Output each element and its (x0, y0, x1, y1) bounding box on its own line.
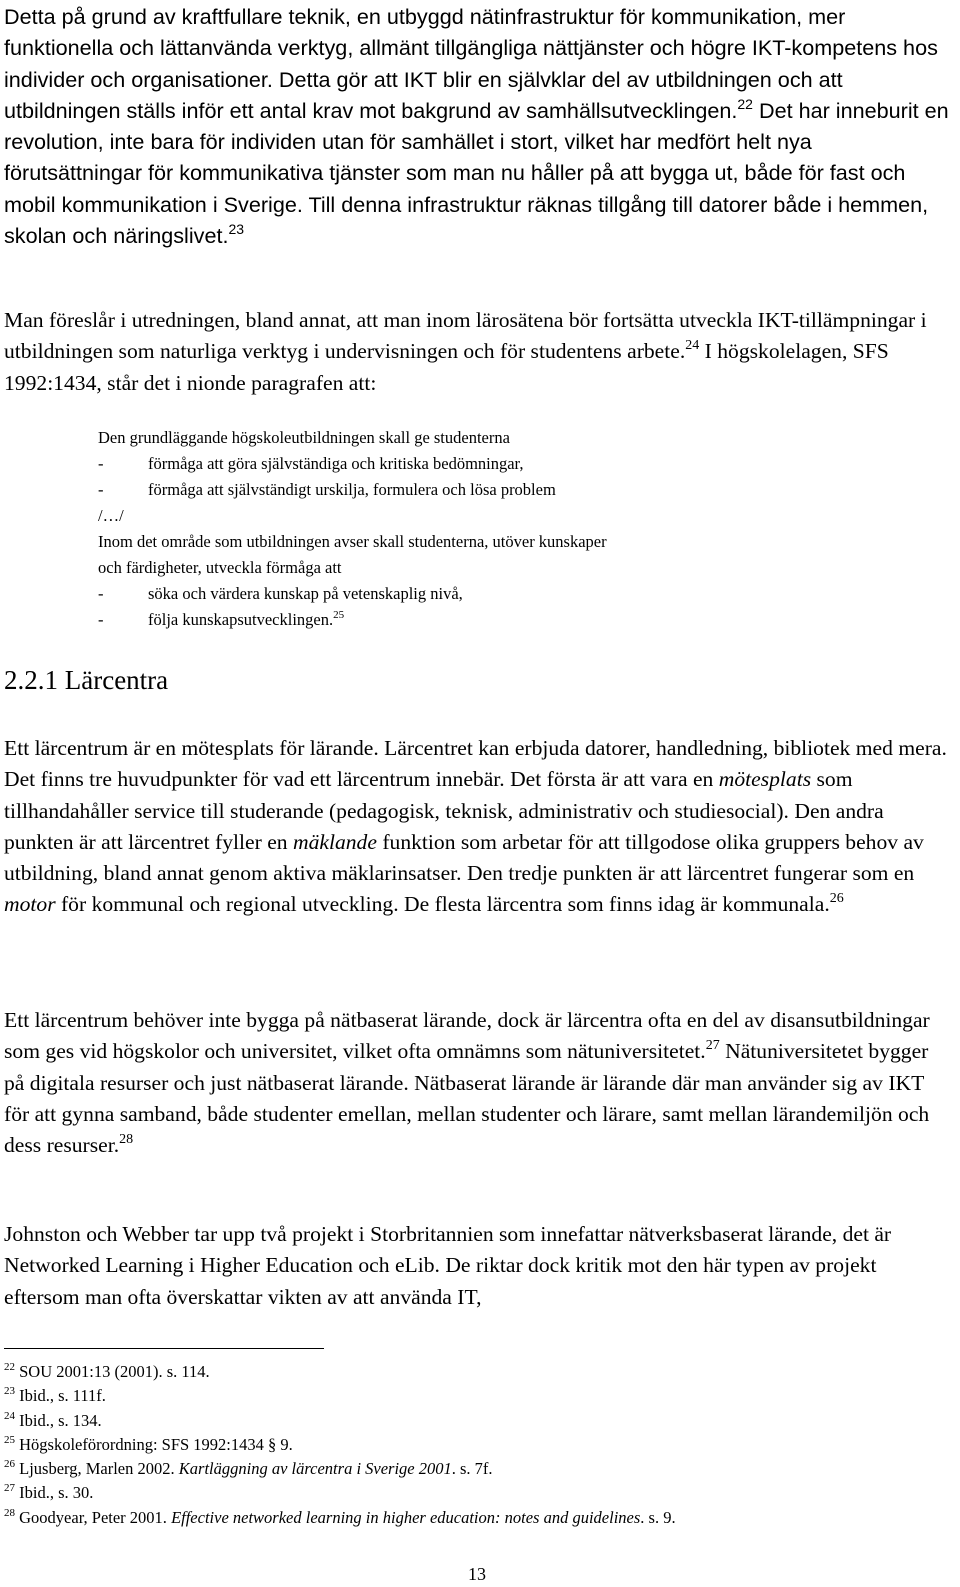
emphasis-text: motor (4, 892, 56, 917)
paragraph-text: Det har inneburit en revolution, inte bara för individen utan för samhället i stort, vilket har medfört helt nya förutsättningar för kommunikativa tjänster som man nu håller på att bygga ut, både för fast och mobil kommunikation i Sverige. Till denna infrastruktur räknas tillgång till datorer både i hemmen, skolan och näringslivet. (4, 97, 949, 249)
quote-list-item (98, 451, 858, 477)
body-paragraph-3 (4, 733, 950, 921)
quote-list-item (98, 581, 858, 607)
list-dash: - (98, 610, 104, 629)
quote-item-text: följa kunskapsutvecklingen. (148, 610, 334, 629)
footnote-text: SOU 2001:13 (2001). s. 114. (15, 1362, 210, 1381)
footnote-number: 26 (4, 1458, 15, 1471)
quote-item-text: söka och värdera kunskap på vetenskaplig nivå, (148, 584, 463, 603)
paragraph-text: I högskolelagen, SFS 1992:1434, står det i nionde paragrafen att: (4, 339, 889, 395)
footnote-number: 24 (4, 1409, 15, 1422)
footnote-number: 28 (4, 1506, 15, 1519)
block-quote (98, 425, 858, 633)
footnote-number: 25 (4, 1433, 15, 1446)
quote-line: Inom det område som utbildningen avser skall studenterna, utöver kunskaper (98, 532, 607, 551)
paragraph-text: Nätuniversitetet bygger på digitala resurser och just nätbaserat lärande. Nätbaserat lärande är lärande där man använder sig av IKT för att gynna samband, både studenter emellan, mellan studenter och lärare, samt mellan lärandemiljön och dess resurser. (4, 1039, 930, 1158)
list-dash: - (98, 454, 104, 473)
body-paragraph-2 (4, 305, 950, 399)
footnote (4, 1409, 950, 1433)
body-paragraph-1 (4, 1, 950, 251)
footnote-text: . s. 7f. (451, 1459, 493, 1479)
quote-item-text: förmåga att göra självständiga och kritiska bedömningar, (148, 454, 524, 473)
emphasis-text: mötesplats (718, 767, 812, 792)
footnote-number: 22 (4, 1361, 15, 1373)
footnote-ref[interactable]: 25 (333, 609, 345, 621)
footnote (4, 1506, 950, 1530)
footnote-ref[interactable]: 26 (829, 891, 844, 907)
list-dash: - (98, 584, 104, 603)
paragraph-text: Johnston och Webber tar upp två projekt i Storbritannien som innefattar nätverksbaserat lärande, det är Networked Learning i Higher Education och eLib. De riktar dock kritik mot den här typen av projekt eftersom man ofta överskattar vikten av att använda IT, (4, 1222, 892, 1309)
quote-list-item (98, 477, 858, 503)
footnote-text: Goodyear, Peter 2001. (15, 1507, 172, 1527)
footnote-text: Högskoleförordning: SFS 1992:1434 § 9. (15, 1434, 293, 1454)
paragraph-text: Ett lärcentrum behöver inte bygga på nätbaserat lärande, dock är lärcentra ofta en del av disansutbildningar som ges vid högskolor och universitet, vilket ofta omnämns som nätuniversitetet. (4, 1008, 930, 1064)
paragraph-text: funktion som arbetar för att tillgodose olika gruppers behov av utbildning, bland annat genom aktiva mäklarinsatser. Den tredje punkten är att lärcentret fungerar som en (4, 829, 924, 886)
footnote (4, 1457, 950, 1481)
footnote-number: 27 (4, 1482, 15, 1495)
paragraph-text: Detta på grund av kraftfullare teknik, en utbyggd nätinfrastruktur för kommunikation, mer funktionella och lättanvända verktyg, allmänt tillgängliga nättjänster och högre IKT-kompetens hos individer och organisationer. Detta gör att IKT blir en självklar del av utbildningen och att utbildningen ställs inför ett antal krav mot bakgrund av samhällsutvecklingen. (4, 4, 938, 123)
quote-line: Den grundläggande högskoleutbildningen skall ge studenterna (98, 428, 510, 447)
footnote-ref[interactable]: 27 (705, 1038, 720, 1054)
footnote-text: Ljusberg, Marlen 2002. (15, 1459, 179, 1479)
footnote-number: 23 (4, 1385, 15, 1398)
footnote-ref[interactable]: 28 (119, 1132, 134, 1148)
quote-list-item (98, 607, 858, 633)
quote-line: och färdigheter, utveckla förmåga att (98, 558, 342, 577)
footnote-title: Effective networked learning in higher education: notes and guidelines (171, 1507, 641, 1527)
footnote-text: Ibid., s. 111f. (15, 1386, 106, 1406)
page-number: 13 (468, 1564, 486, 1584)
footnote (4, 1481, 950, 1505)
quote-item-text: förmåga att självständigt urskilja, formulera och lösa problem (148, 480, 556, 499)
footnote (4, 1384, 950, 1408)
footnote-ref[interactable]: 24 (685, 338, 700, 354)
footnote (4, 1360, 950, 1384)
footnote-text: . s. 9. (640, 1507, 676, 1527)
paragraph-text: för kommunal och regional utveckling. De flesta lärcentra som finns idag är kommunala. (55, 892, 830, 917)
section-heading: 2.2.1 Lärcentra (4, 665, 169, 695)
footnote-ref[interactable]: 22 (737, 95, 753, 112)
paragraph-text: Ett lärcentrum är en mötesplats för lärande. Lärcentret kan erbjuda datorer, handledning, bibliotek med mera. Det finns tre huvudpunkter för vad ett lärcentrum innebär. Det första är att vara en (4, 736, 947, 792)
body-paragraph-5 (4, 1219, 950, 1313)
body-paragraph-4 (4, 1005, 950, 1161)
footnote-separator (4, 1348, 324, 1349)
footnotes-list (4, 1360, 950, 1530)
footnote-text: Ibid., s. 30. (15, 1483, 94, 1503)
footnote (4, 1433, 950, 1457)
paragraph-text: Man föreslår i utredningen, bland annat, att man inom lärosätena bör fortsätta utveckla IKT-tillämpningar i utbildningen som naturliga verktyg i undervisningen och för studentens arbete. (4, 308, 927, 364)
quote-line: /…/ (98, 506, 124, 525)
paragraph-text: som tillhandahåller service till studerande (pedagogisk, teknisk, administrativ och studiesocial). Den andra punkten är att lärcentret fyller en (4, 767, 884, 854)
footnote-title: Kartläggning av lärcentra i Sverige 2001 (178, 1459, 452, 1479)
footnote-ref[interactable]: 23 (228, 221, 245, 238)
list-dash: - (98, 480, 104, 499)
footnote-text: Ibid., s. 134. (15, 1410, 102, 1430)
emphasis-text: mäklande (292, 829, 377, 854)
